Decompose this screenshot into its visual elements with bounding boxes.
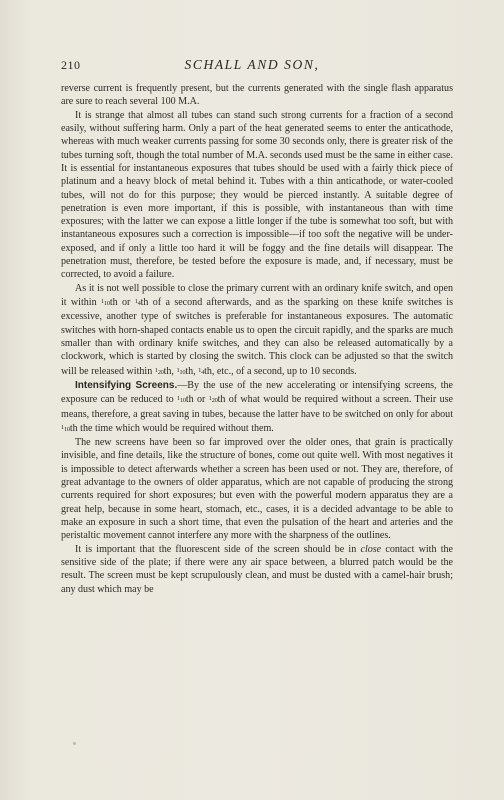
section-heading: Intensifying Screens.: [75, 379, 178, 391]
paragraph-switches: As it is not well possible to close the primary current with an ordinary knife switch, and open it within $1_{10}th$ or $1_4th$ of a second afterwards, and as the sparking on these knife switches is excessive, another type of switches is preferable for instantaneous exposures. The automatic switches with horn-shaped contacts enable us to open the circuit rapidly, and the sparks are much smaller than with ordinary knife switches, and they can also be released automatically by a clockwork, which is started by closing the switch. This clock can be adjusted so that the switch will be released within $1_{20}th$, $1_{10}th$, $1_4th$, etc., of a second, up to 10 seconds.: [61, 282, 453, 377]
paragraph-fluorescent-side: It is important that the fluorescent side of the screen should be in close contact with the sensitive side of the plate; if there were any air space between, a blurred patch would be the result. The screen must be kept scrupulously clean, and must be dusted with a camel-hair brush; any dust which may be: [61, 543, 453, 595]
fraction: $1_{10}$: [176, 366, 186, 376]
running-head: SCHALL AND SON,: [184, 57, 320, 72]
fraction: $1_4$: [198, 366, 205, 376]
fraction: $1_{10}$: [100, 298, 110, 307]
page-speck: [73, 742, 76, 745]
body-text: [61, 82, 453, 596]
paragraph-continuation: reverse current is frequently present, but the currents generated with the single flash apparatus are sure to reach several 100 M.A.: [61, 83, 453, 108]
paragraph-intensifying-screens: Intensifying Screens.—By the use of the new accelerating or intensifying screens, the exposure can be reduced to $1_{10}th$ or $1_{20}th$ of what would be required without a screen. Their use means, therefore, a great saving in tubes, because the latter have to be switched on only for about $1_{10}th$ the time which would be required without them.: [61, 379, 453, 434]
page-number: 210: [61, 58, 81, 72]
fraction: $1_4$: [134, 298, 141, 307]
fraction: $1_{20}$: [154, 366, 164, 376]
page-header: [61, 58, 443, 74]
paragraph-new-screens: The new screens have been so far improved over the older ones, that grain is practically invisible, and fine details, like the structure of bones, come out quite well. With most negatives it is impossible to detect afterwards whether a screen has been used or not. They are, therefore, of great advantage to the owners of older apparatus, which are not capable of producing the strong currents required for short exposures; but even with the powerful modern apparatus they are a great help, because in some heart, stomach, etc., cases, it is a decided advantage to be able to make an exposure in such a short time, that even the pulsation of the heart and arteries and the peristaltic movement cannot interfere any more with the sharpness of the outlines.: [61, 437, 453, 542]
paragraph-tube-currents: It is strange that almost all tubes can stand such strong currents for a fraction of a second easily, without suffering harm. Only a part of the heat generated seems to enter the anticathode, whereas with much weaker currents passing for some 30 seconds only, there is greater risk of the tubes turning soft, though the total number of M.A. seconds used must be the same in either case. It is essential for instantaneous exposures that tubes should be used with a fairly thick piece of platinum and a heavy block of metal behind it. Tubes with a thin anticathode, or water-cooled tubes, will not do for this purpose; they would be pierced instantly. A suitable degree of penetration is even more important, if this is possible, with instantaneous than with time exposures; with the latter we can expose a little longer if the tube is somewhat too soft, but with instantaneous exposures such a correction is impossible—if too soft the negative will be under-exposed, and if only a little too hard it will be foggy and the fine details will disappear. The penetration must, therefore, be tested before the exposure is made, and, if necessary, must be corrected, to avoid a failure.: [61, 109, 453, 281]
fraction: $1_{10}$: [61, 423, 70, 433]
fraction: $1_{20}$: [208, 395, 218, 405]
fraction: $1_{10}$: [176, 395, 186, 405]
